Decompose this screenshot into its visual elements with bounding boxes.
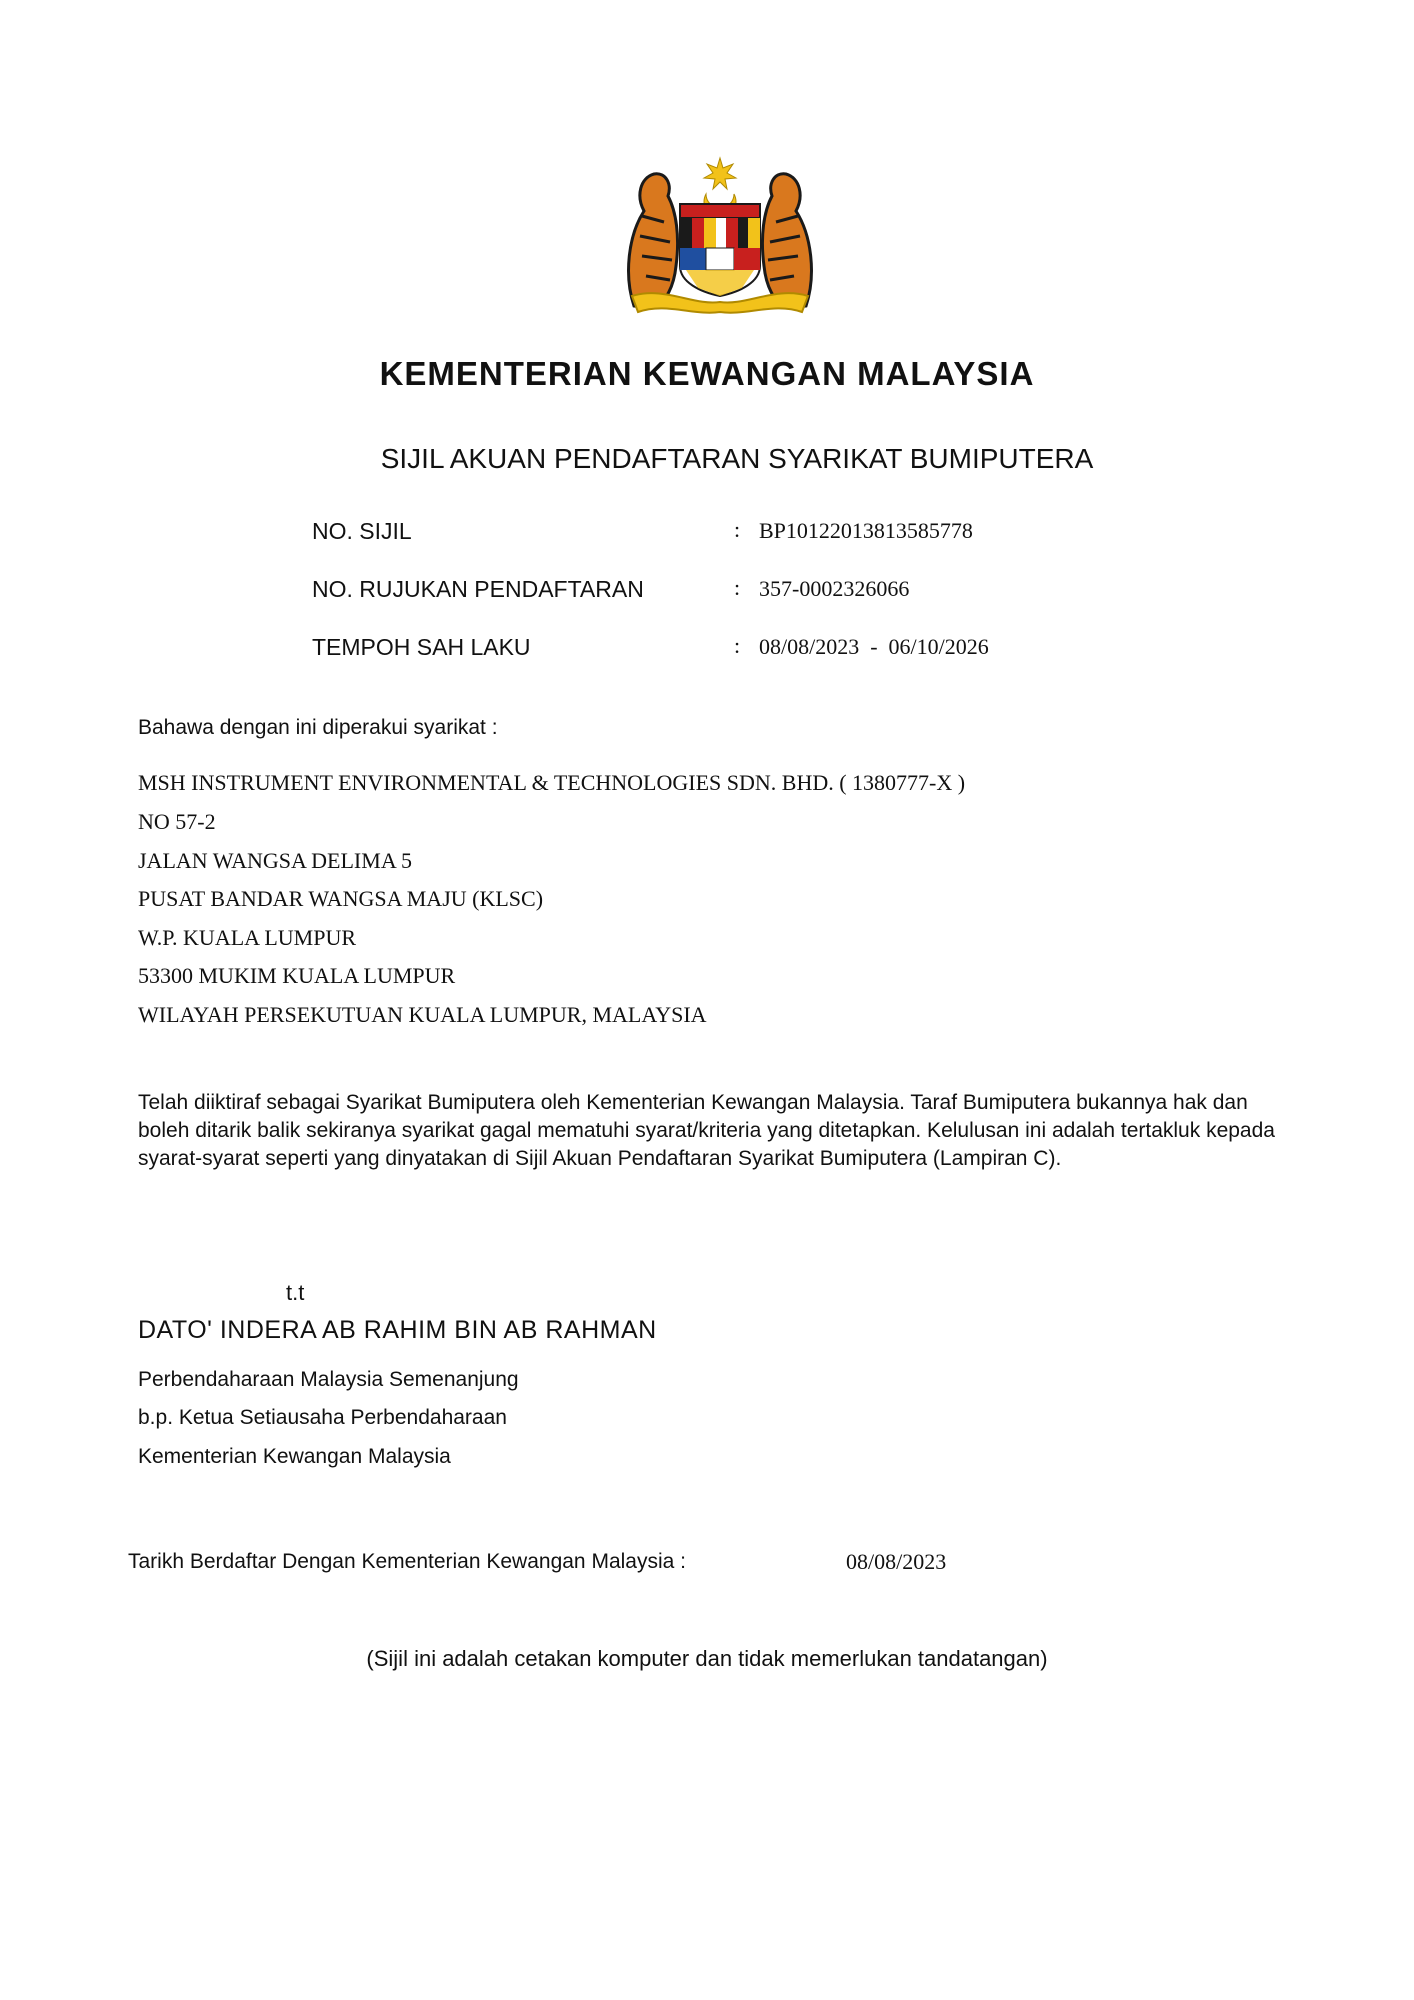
field-value: 08/08/2023 - 06/10/2026 (759, 634, 989, 659)
signatory-office: Kementerian Kewangan Malaysia (138, 1445, 451, 1468)
signatory-office: b.p. Ketua Setiausaha Perbendaharaan (138, 1406, 507, 1429)
signatory-office: Perbendaharaan Malaysia Semenanjung (138, 1368, 519, 1391)
tt-mark: t.t (286, 1280, 305, 1305)
address-line: 53300 MUKIM KUALA LUMPUR (138, 963, 456, 988)
field-value: BP10122013813585778 (759, 518, 973, 543)
computer-printed-note: (Sijil ini adalah cetakan komputer dan tidak memerlukan tandatangan) (366, 1646, 1048, 1671)
ministry-title: KEMENTERIAN KEWANGAN MALAYSIA (379, 355, 1035, 392)
address-line: NO 57-2 (138, 809, 216, 834)
field-colon: : (734, 517, 741, 542)
address-line: JALAN WANGSA DELIMA 5 (138, 848, 412, 873)
field-colon: : (734, 575, 741, 600)
registration-date-label: Tarikh Berdaftar Dengan Kementerian Kewangan Malaysia : (128, 1550, 686, 1573)
malaysia-coat-of-arms-icon (614, 156, 826, 316)
field-colon: : (734, 633, 741, 658)
field-label: TEMPOH SAH LAKU (312, 634, 531, 660)
company-name: MSH INSTRUMENT ENVIRONMENTAL & TECHNOLOGIES SDN. BHD. ( 1380777-X ) (138, 770, 966, 795)
registration-date-value: 08/08/2023 (846, 1549, 947, 1574)
address-line: W.P. KUALA LUMPUR (138, 925, 357, 950)
signatory-name: DATO' INDERA AB RAHIM BIN AB RAHMAN (138, 1316, 657, 1344)
recognition-statement: Telah diiktiraf sebagai Syarikat Bumiputera oleh Kementerian Kewangan Malaysia. Taraf Bumiputera bukannya hak dan boleh ditarik balik sekiranya syarikat gagal mematuhi syarat/kriteria yang ditetapkan. Kelulusan ini adalah tertakluk kepada syarat-syarat seperti yang dinyatakan di Sijil Akuan Pendaftaran Syarikat Bumiputera (Lampiran C). (138, 1091, 1275, 1170)
intro-text: Bahawa dengan ini diperakui syarikat : (138, 716, 498, 739)
address-line: WILAYAH PERSEKUTUAN KUALA LUMPUR, MALAYSIA (138, 1002, 707, 1027)
field-label: NO. SIJIL (312, 518, 412, 544)
field-value: 357-0002326066 (759, 576, 910, 601)
address-line: PUSAT BANDAR WANGSA MAJU (KLSC) (138, 886, 544, 911)
certificate-title: SIJIL AKUAN PENDAFTARAN SYARIKAT BUMIPUTERA (380, 443, 1094, 474)
field-label: NO. RUJUKAN PENDAFTARAN (312, 576, 644, 602)
